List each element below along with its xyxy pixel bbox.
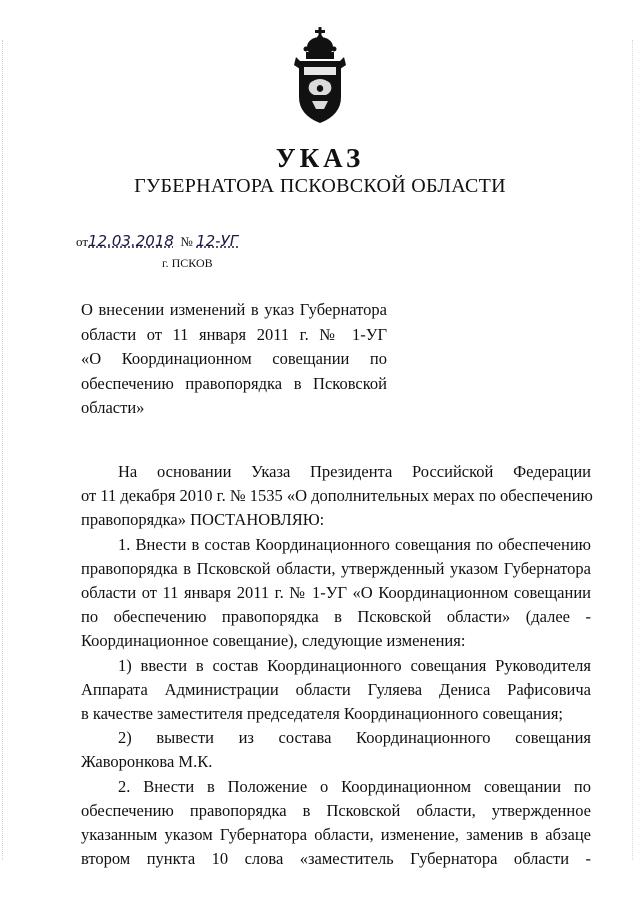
date-handwritten: 12.03.2018 [88, 232, 174, 250]
number-prefix: № [180, 234, 193, 249]
body-line: Координационное совещание), следующие изменения: [81, 631, 466, 651]
body-line: обеспечению правопорядка в Псковской области, утвержденное [81, 800, 591, 820]
subject-block [81, 298, 387, 421]
body-text [81, 460, 591, 871]
subject-line: обеспечению правопорядка в Псковской [81, 373, 387, 393]
body-line: в качестве заместителя председателя Координационного совещания; [81, 704, 564, 724]
document-title: УКАЗ [275, 143, 365, 173]
body-line: по обеспечению правопорядка в Псковской области» (далее - [81, 607, 591, 627]
date-prefix: от [76, 234, 89, 249]
city-label: г. ПСКОВ [162, 256, 213, 270]
body-line: втором пункта 10 слова «заместитель Губернатора области - [81, 849, 591, 869]
subject-line: области от 11 января 2011 г. № 1-УГ [81, 324, 387, 344]
body-line: правопорядка в Псковской области, утвержденный указом Губернатора [81, 558, 591, 578]
coat-of-arms-emblem [290, 25, 350, 125]
body-line: от 11 декабря 2010 г. № 1535 «О дополнительных мерах по обеспечению [81, 486, 593, 506]
body-line: Жаворонкова М.К. [81, 752, 213, 772]
body-line: Аппарата Администрации области Гуляева Дениса Рафисовича [81, 679, 591, 699]
body-line: 1. Внести в состав Координационного совещания по обеспечению [118, 534, 591, 554]
subject-line: «О Координационном совещании по [81, 349, 387, 369]
body-line: 1) ввести в состав Координационного совещания Руководителя [118, 655, 591, 675]
date-number-line [76, 232, 238, 250]
body-line: 2) вывести из состава Координационного совещания [118, 728, 591, 748]
body-line: области от 11 января 2011 г. № 1-УГ «О Координационном совещании [81, 583, 591, 603]
body-line: На основании Указа Президента Российской Федерации [118, 462, 591, 481]
body-line: указанным указом Губернатора области, изменение, заменив в абзаце [81, 825, 591, 845]
document-subtitle: ГУБЕРНАТОРА ПСКОВСКОЙ ОБЛАСТИ [134, 175, 506, 197]
subject-line: О внесении изменений в указ Губернатора [81, 300, 387, 319]
body-line: 2. Внести в Положение о Координационном совещании по [118, 776, 591, 796]
body-line: правопорядка» ПОСТАНОВЛЯЮ: [81, 510, 325, 530]
subject-line: области» [81, 398, 145, 418]
number-handwritten: 12-УГ [196, 232, 239, 250]
